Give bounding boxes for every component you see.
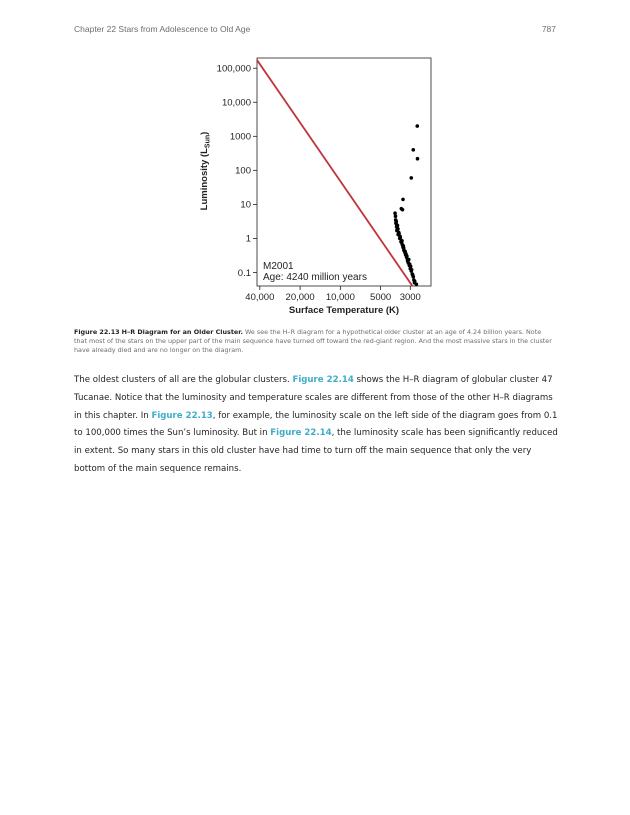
x-tick-label: 40,000 xyxy=(245,292,275,303)
figure-22-14-link[interactable]: Figure 22.14 xyxy=(270,428,332,439)
star-point xyxy=(401,198,405,202)
star-point xyxy=(402,246,406,250)
cluster-age-annotation: Age: 4240 million years xyxy=(263,272,367,283)
paragraph-text: The oldest clusters of all are the globular clusters. xyxy=(74,375,293,385)
caption-text: We see the H–R diagram for a hypothetical older cluster at an age of 4.24 billion years. Note that most of the stars on the upper part of the main sequence have turned off toward the red-giant region. And the most massive stars in the cluster have already died and are no longer on the diagram. xyxy=(74,328,552,354)
figure-caption xyxy=(74,328,552,355)
hr-diagram-figure xyxy=(0,0,630,330)
main-sequence-line xyxy=(256,58,416,290)
x-tick-label: 20,000 xyxy=(285,292,315,303)
paragraph-text: , the luminosity scale has been significantly reduced in extent. So many stars in this old cluster have had time to turn off the main sequence that only the very bottom of the main sequence remains. xyxy=(74,428,558,474)
y-tick-label: 10,000 xyxy=(221,97,251,109)
star-point xyxy=(415,282,419,286)
cluster-name-annotation: M2001 xyxy=(263,261,294,272)
page-number: 787 xyxy=(541,24,556,34)
y-tick-label: 0.1 xyxy=(237,267,251,279)
body-paragraph xyxy=(74,372,558,479)
y-tick-label: 1 xyxy=(245,233,251,245)
star-point xyxy=(416,157,420,161)
x-axis xyxy=(245,286,421,303)
y-tick-label: 100 xyxy=(235,165,251,177)
star-points xyxy=(393,124,419,286)
paragraph-text: , for example, the luminosity scale on the left side of the diagram goes from 0.1 to 100,000 times the Sun’s luminosity. But in xyxy=(74,410,558,439)
star-point xyxy=(393,211,397,215)
caption-title: H–R Diagram for an Older Cluster. xyxy=(121,328,243,336)
star-point xyxy=(415,124,419,128)
figure-22-14-link[interactable]: Figure 22.14 xyxy=(292,375,354,385)
star-point xyxy=(404,252,408,256)
y-axis-label: Luminosity $(L_{Sun})$ xyxy=(199,131,212,211)
y-axis xyxy=(217,64,257,279)
star-point xyxy=(408,262,412,266)
y-tick-label: 1000 xyxy=(229,131,251,143)
caption-label: Figure 22.13 xyxy=(74,328,120,336)
star-point xyxy=(400,239,404,243)
star-point xyxy=(410,268,414,272)
star-point xyxy=(411,148,415,152)
x-tick-label: 3000 xyxy=(399,292,421,303)
chapter-title: Chapter 22 Stars from Adolescence to Old Age xyxy=(74,24,251,34)
star-point xyxy=(411,273,415,277)
figure-22-13-link[interactable]: Figure 22.13 xyxy=(151,410,213,421)
star-point xyxy=(395,223,399,227)
x-tick-label: 5000 xyxy=(370,292,392,303)
x-tick-label: 10,000 xyxy=(325,292,355,303)
hr-diagram-chart xyxy=(0,0,630,330)
y-tick-label: 100,000 xyxy=(216,63,251,75)
paragraph-text: shows the H–R diagram of globular cluster 47 Tucanae. Notice that the luminosity and temperature scales are different from those of the other H–R diagrams in this chapter. In xyxy=(74,375,553,421)
star-point xyxy=(396,226,400,230)
x-axis-label: Surface Temperature (K) xyxy=(288,305,400,316)
star-point xyxy=(400,207,404,211)
y-tick-label: 10 xyxy=(240,199,251,211)
star-point xyxy=(409,176,413,180)
star-point xyxy=(397,232,401,236)
star-point xyxy=(399,236,403,240)
